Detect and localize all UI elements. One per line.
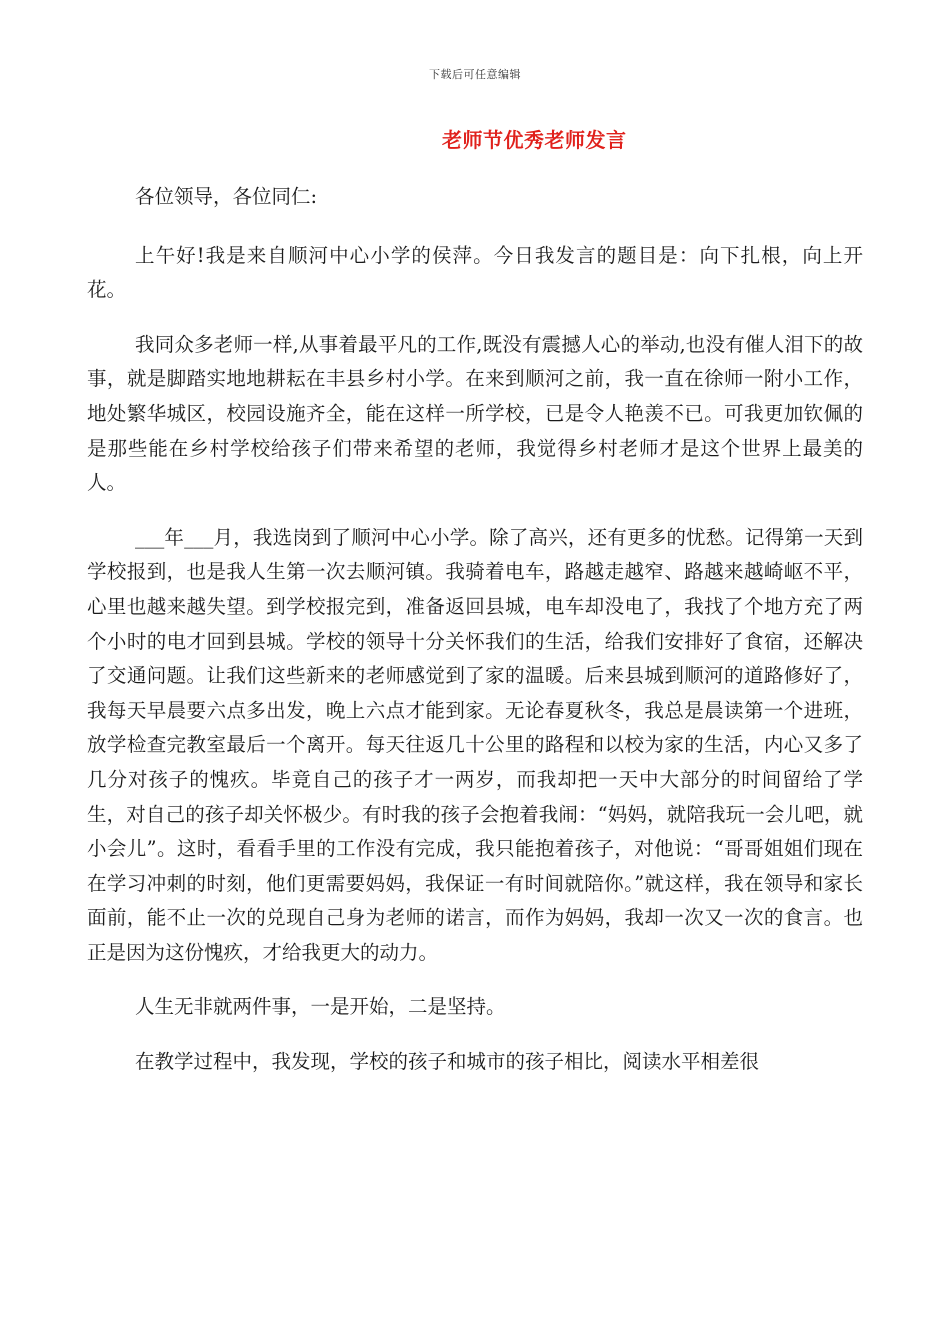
salutation-paragraph: 各位领导，各位同仁: <box>135 185 318 208</box>
body-paragraph: 在教学过程中，我发现，学校的孩子和城市的孩子相比，阅读水平相差很 <box>135 1050 760 1074</box>
header-note: 下载后可任意编辑 <box>429 68 521 81</box>
greeting-paragraph: 上午好!我是来自顺河中心小学的侯萍。今日我发言的题目是：向下扎根，向上开花。 <box>87 243 863 302</box>
document-body <box>87 180 863 1100</box>
body-paragraph: 人生无非就两件事，一是开始，二是坚持。 <box>135 995 506 1019</box>
body-paragraph: 我同众多老师一样,从事着最平凡的工作,既没有震撼人心的举动,也没有催人泪下的故事，就是脚踏实地地耕耘在丰县乡村小学。在来到顺河之前，我一直在徐师一附小工作，地处繁华城区，校园设施齐全，能在这样一所学校，已是令人艳羡不已。可我更加钦佩的是那些能在乡村学校给孩子们带来希望的老师，我觉得乡村老师才是这个世界上最美的人。 <box>87 332 863 495</box>
document-title: 老师节优秀老师发言 <box>442 128 627 152</box>
body-paragraph: ___年___月，我选岗到了顺河中心小学。除了高兴，还有更多的忧愁。记得第一天到学校报到，也是我人生第一次去顺河镇。我骑着电车，路越走越窄、路越来越崎岖不平，心里也越来越失望。到学校报完到，准备返回县城，电车却没电了，我找了个地方充了两个小时的电才回到县城。学校的领导十分关怀我们的生活，给我们安排好了食宿，还解决了交通问题。让我们这些新来的老师感觉到了家的温暖。后来县城到顺河的道路修好了，我每天早晨要六点多出发，晚上六点才能到家。无论春夏秋冬，我总是晨读第一个进班，放学检查完教室最后一个离开。每天往返几十公里的路程和以校为家的生活，内心又多了几分对孩子的愧疚。毕竟自己的孩子才一两岁，而我却把一天中大部分的时间留给了学生，对自己的孩子却关怀极少。有时我的孩子会抱着我闹：“妈妈，就陪我玩一会儿吧，就小会儿”。这时，看看手里的工作没有完成，我只能抱着孩子，对他说：“哥哥姐姐们现在在学习冲刺的时刻，他们更需要妈妈，我保证一有时间就陪你。”就这样，我在领导和家长面前，能不止一次的兑现自己身为老师的诺言，而作为妈妈，我却一次又一次的食言。也正是因为这份愧疚，才给我更大的动力。 <box>87 525 863 964</box>
